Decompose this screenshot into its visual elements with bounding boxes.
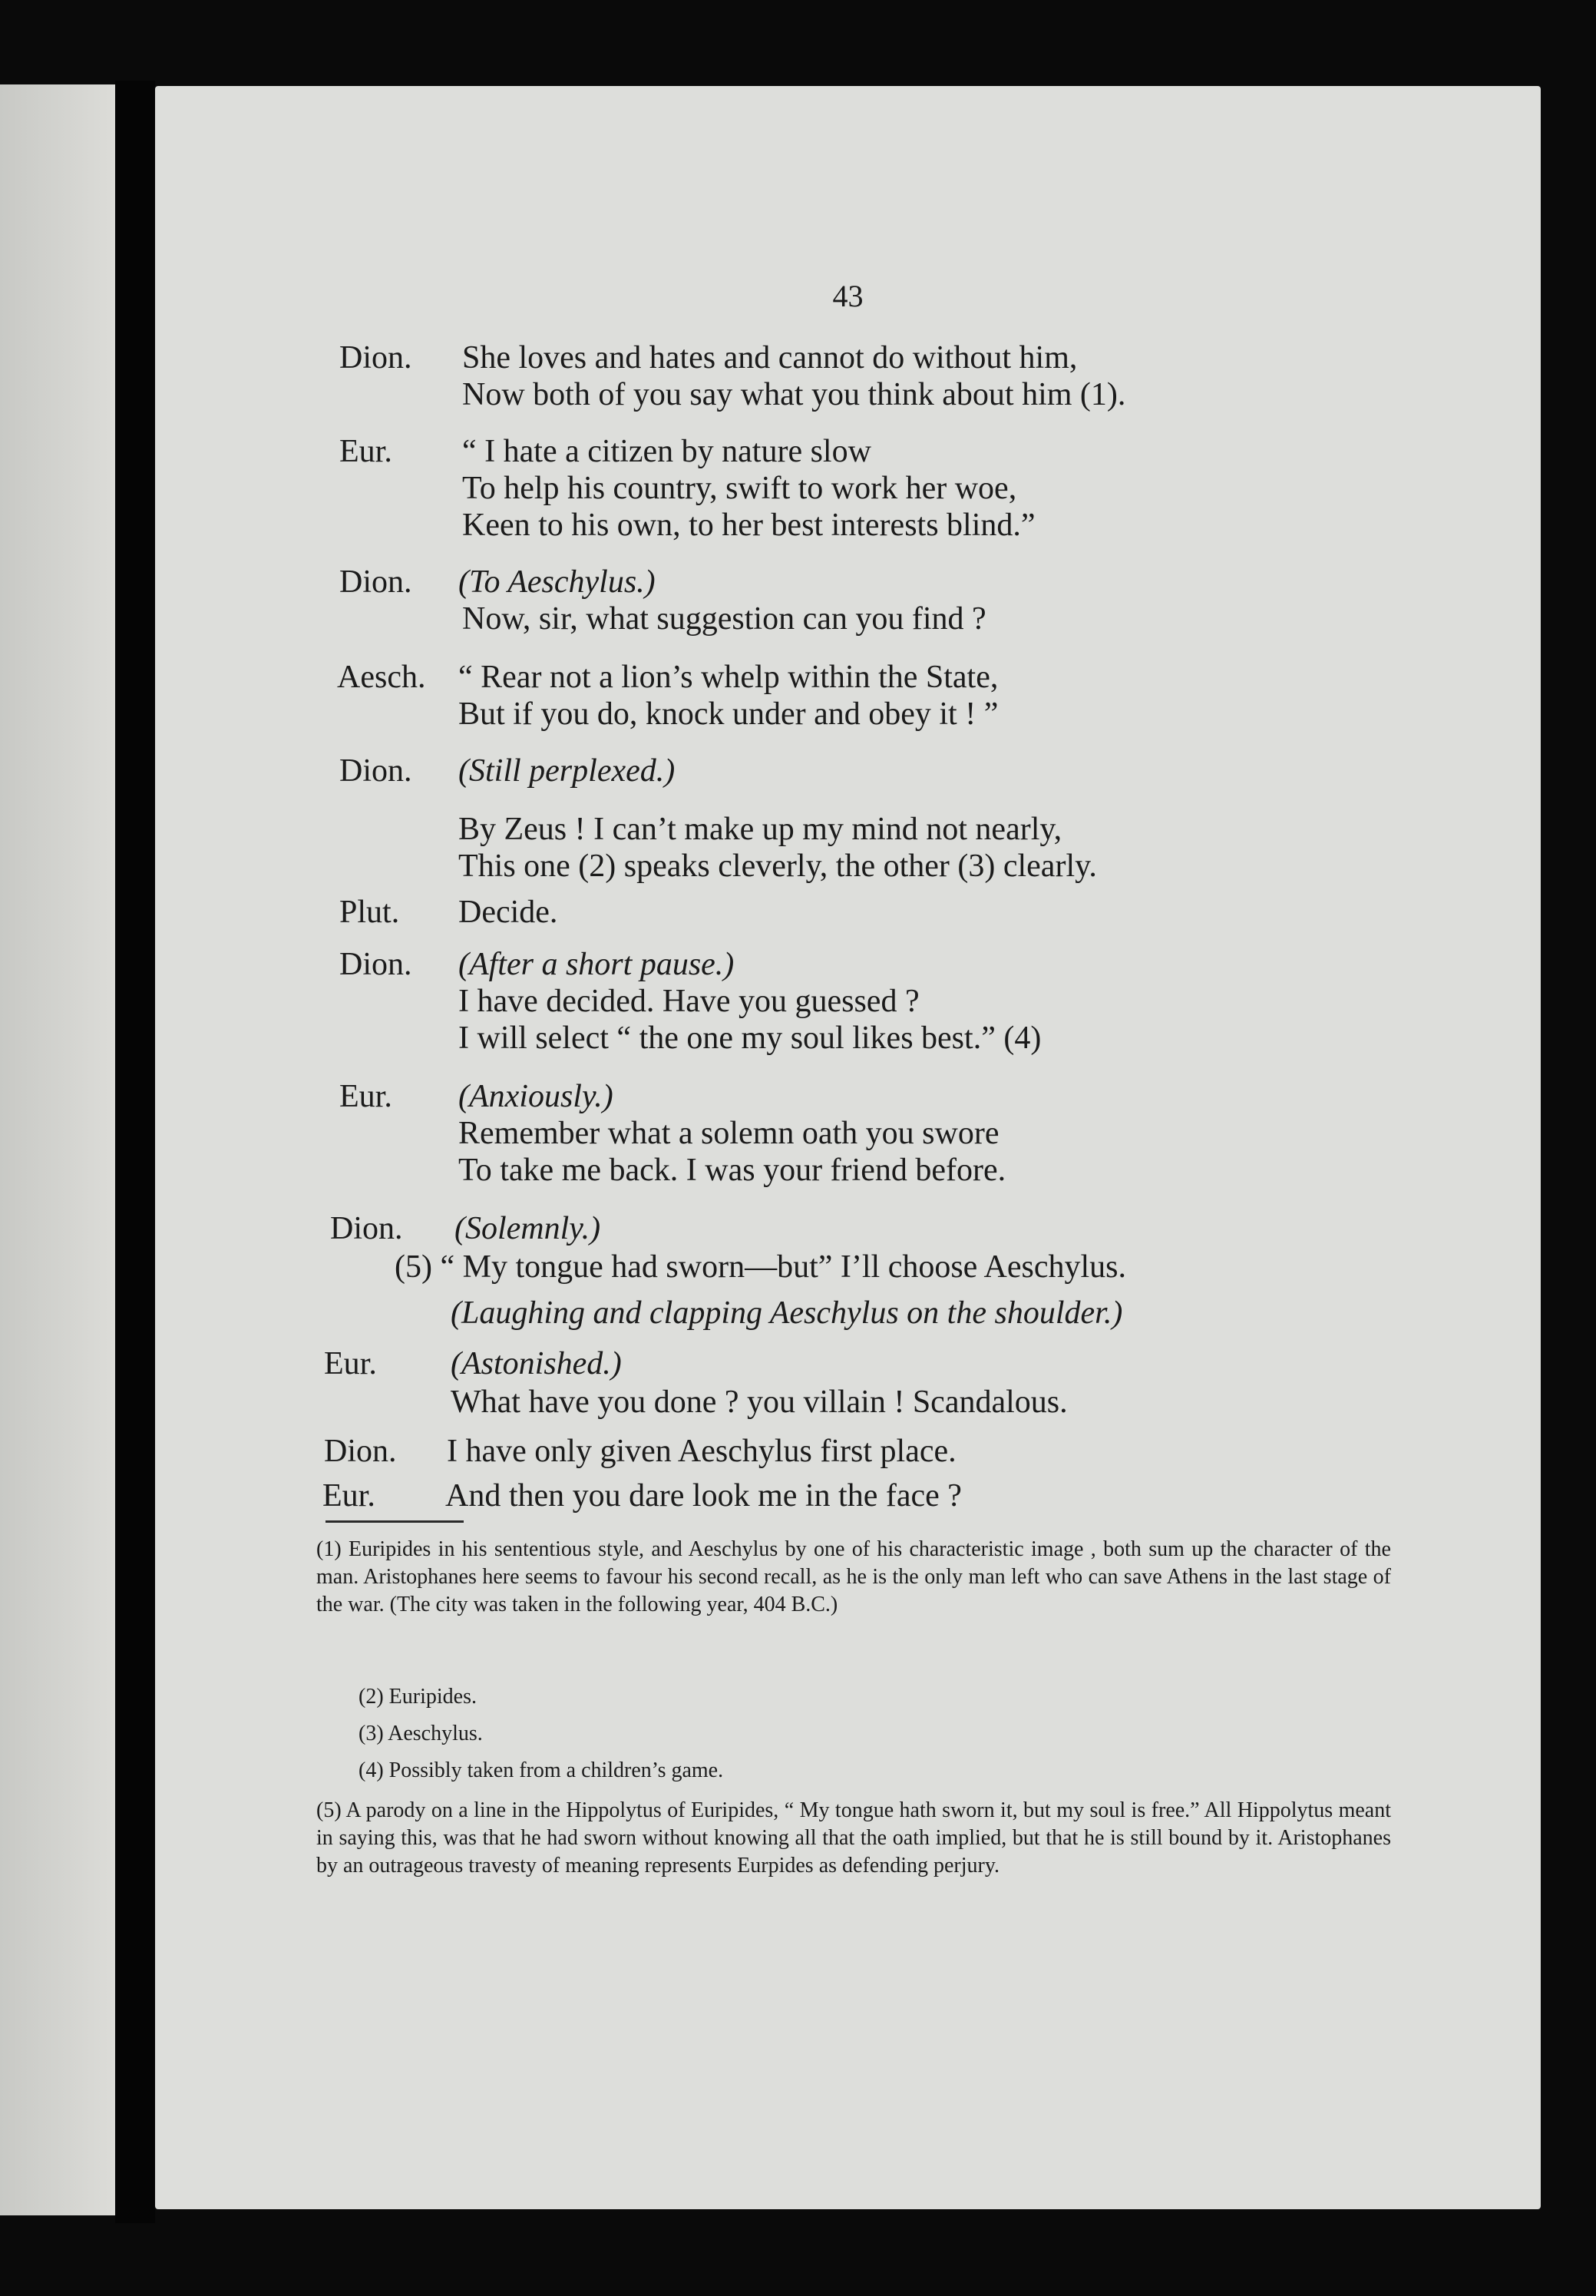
dialogue-line: Decide. xyxy=(458,895,558,930)
dialogue-line: I have only given Aeschylus first place. xyxy=(447,1434,957,1469)
speaker-label: Eur. xyxy=(339,434,392,469)
dialogue-line: I have decided. Have you guessed ? xyxy=(458,984,920,1019)
dialogue-line: “ Rear not a lion’s whelp within the State, xyxy=(458,660,999,695)
dialogue-line: What have you done ? you villain ! Scandalous. xyxy=(451,1385,1068,1420)
stage-direction: (Laughing and clapping Aeschylus on the shoulder.) xyxy=(451,1295,1123,1331)
book-page xyxy=(155,86,1541,2209)
dialogue-line: Keen to his own, to her best interests blind.” xyxy=(462,508,1036,543)
footnote-text: (2) Euripides. xyxy=(359,1685,477,1709)
speaker-label: Dion. xyxy=(339,753,412,789)
dialogue-line: But if you do, knock under and obey it ! ” xyxy=(458,696,999,732)
stage-direction: (Astonished.) xyxy=(451,1346,622,1381)
speaker-label: Eur. xyxy=(324,1346,377,1381)
footnote xyxy=(359,1683,1049,1711)
stage-direction: (After a short pause.) xyxy=(458,947,735,982)
speaker-label: Aesch. xyxy=(337,660,426,695)
footnote xyxy=(316,1536,1391,1619)
stage-direction: (Solemnly.) xyxy=(454,1211,601,1246)
footnote-text: (1) Euripides in his sententious style, and Aeschylus by one of his characteristic image , both sum up the character of the man. Aristophanes here seems to favour his second recall, as he is the only man left who can save Athens in the last stage of the war. (The city was taken in the following year, 404 B.C.) xyxy=(316,1537,1391,1616)
dialogue-line: She loves and hates and cannot do without him, xyxy=(462,340,1078,375)
footnote-divider xyxy=(325,1520,464,1523)
dialogue-line: This one (2) speaks cleverly, the other (3) clearly. xyxy=(458,849,1097,884)
dialogue-line: By Zeus ! I can’t make up my mind not nearly, xyxy=(458,812,1062,847)
dialogue-line: Now both of you say what you think about him (1). xyxy=(462,377,1126,412)
speaker-label: Dion. xyxy=(324,1434,397,1469)
speaker-label: Eur. xyxy=(339,1079,392,1114)
dialogue-line: Remember what a solemn oath you swore xyxy=(458,1116,1000,1151)
speaker-label: Plut. xyxy=(339,895,400,930)
stage-direction: (Still perplexed.) xyxy=(458,753,676,789)
dialogue-line: Now, sir, what suggestion can you find ? xyxy=(462,601,986,637)
stage-direction: (Anxiously.) xyxy=(458,1079,613,1114)
dialogue-line: To help his country, swift to work her woe, xyxy=(462,471,1017,506)
speaker-label: Dion. xyxy=(339,947,412,982)
dialogue-line: “ I hate a citizen by nature slow xyxy=(462,434,871,469)
dialogue-line: And then you dare look me in the face ? xyxy=(445,1478,962,1514)
footnote xyxy=(316,1797,1391,1880)
speaker-label: Dion. xyxy=(330,1211,403,1246)
dialogue-line: I will select “ the one my soul likes best.” (4) xyxy=(458,1021,1042,1056)
stage-direction: (To Aeschylus.) xyxy=(458,564,656,600)
dialogue-line: To take me back. I was your friend before. xyxy=(458,1153,1006,1188)
dialogue-line: (5) “ My tongue had sworn—but” I’ll choose Aeschylus. xyxy=(395,1249,1126,1285)
speaker-label: Eur. xyxy=(322,1478,375,1514)
speaker-label: Dion. xyxy=(339,564,412,600)
dialogue xyxy=(155,86,1541,2209)
footnote xyxy=(359,1720,1049,1748)
page-number: 43 xyxy=(832,279,864,313)
speaker-label: Dion. xyxy=(339,340,412,375)
facing-page-edge xyxy=(0,84,115,2215)
footnote-text: (5) A parody on a line in the Hippolytus of Euripides, “ My tongue hath sworn it, but my soul is free.” All Hippolytus meant in saying this, was that he had sworn without knowing all that the oath implied, but that he is still bound by it. Aristophanes by an outrageous travesty of meaning represents Eurpides as defending perjury. xyxy=(316,1798,1391,1877)
footnote-text: (3) Aeschylus. xyxy=(359,1722,483,1745)
footnote xyxy=(359,1757,1049,1785)
binding-gutter xyxy=(115,81,155,2223)
footnote-text: (4) Possibly taken from a children’s game. xyxy=(359,1758,724,1782)
